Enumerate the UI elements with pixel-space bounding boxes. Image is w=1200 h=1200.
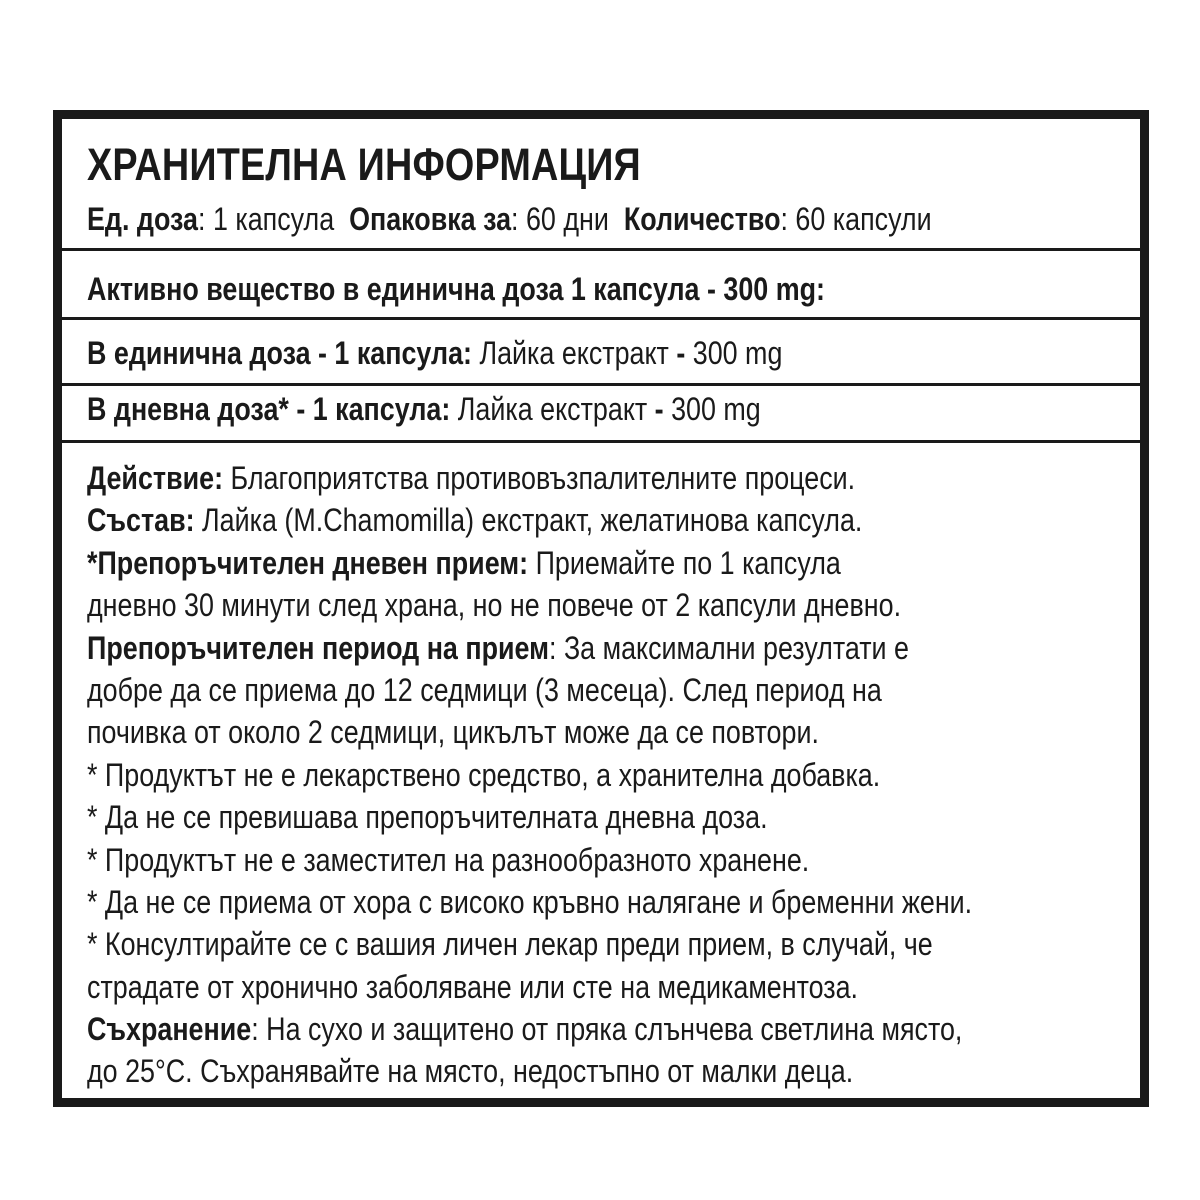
divider-1: [62, 248, 1140, 251]
daily-dose-amount: 300 mg: [671, 391, 761, 427]
label-title-text: ХРАНИТЕЛНА ИНФОРМАЦИЯ: [87, 139, 641, 190]
period-label: Препоръчителен период на прием: [87, 629, 550, 666]
daily-dose-dash: -: [647, 391, 672, 427]
daily-dose-label: В дневна доза* - 1 капсула:: [87, 391, 451, 427]
intake-text-1: Приемайте по 1 капсула: [528, 544, 841, 581]
intake-line-1: [87, 542, 1141, 584]
active-substance-row: [87, 269, 966, 309]
intake-text-2: дневно 30 минути след храна, но не повече от 2 капсули дневно.: [87, 587, 902, 624]
action-label: Действие:: [87, 460, 224, 496]
details-block: [87, 457, 1141, 1093]
intake-line-2: [87, 584, 1141, 626]
unit-dose-dash: -: [668, 335, 693, 371]
quantity-label: Количество: [623, 201, 781, 237]
storage-text-2: до 25°C. Съхранявайте на място, недостъпно от малки деца.: [87, 1053, 854, 1090]
note-3: * Продуктът не е заместител на разнообразното хранене.: [87, 841, 810, 878]
divider-2: [62, 317, 1140, 320]
note-line-2: [87, 796, 1141, 838]
composition-label: Състав:: [87, 502, 195, 539]
unit-dose-label: В единична доза - 1 капсула:: [87, 335, 472, 371]
divider-3: [62, 383, 1140, 386]
active-substance-text: Активно вещество в единична доза 1 капсула - 300 mg:: [87, 271, 825, 307]
note-line-3: [87, 839, 1141, 881]
action-line: [87, 457, 1141, 499]
unit-dose-row: [87, 333, 915, 373]
package-value: : 60 дни: [511, 201, 609, 237]
period-line-2: [87, 669, 1141, 711]
storage-text-1: : На сухо и защитено от пряка слънчева светлина място,: [251, 1011, 963, 1048]
storage-line-1: [87, 1008, 1141, 1050]
note-5-1: * Консултирайте се с вашия личен лекар преди прием, в случай, че: [87, 926, 933, 963]
intake-label: *Препоръчителен дневен прием:: [87, 544, 529, 581]
period-text-1: : За максимални резултати е: [549, 629, 909, 666]
period-line-1: [87, 627, 1141, 669]
nutrition-label: [53, 110, 1149, 1107]
daily-dose-row: [87, 389, 889, 429]
quantity-value: : 60 капсули: [780, 201, 932, 237]
unit-dose-amount: 300 mg: [692, 335, 783, 371]
action-text: Благоприятства противовъзпалителните процеси.: [223, 460, 856, 496]
label-title: [87, 139, 746, 191]
storage-line-2: [87, 1050, 1141, 1092]
period-line-3: [87, 711, 1141, 753]
unit-dose-ingredient: Лайка екстракт: [471, 335, 669, 371]
summary-row-text: [87, 199, 932, 239]
dose-value: : 1 капсула: [198, 201, 335, 237]
note-1: * Продуктът не е лекарствено средство, а хранителна добавка.: [87, 756, 881, 793]
package-label: Опаковка за: [349, 201, 512, 237]
divider-4: [62, 440, 1140, 443]
period-text-2: добре да се приема до 12 седмици (3 месеца). След период на: [87, 671, 882, 708]
summary-row: [87, 199, 1093, 239]
note-line-4: [87, 881, 1141, 923]
note-line-5a: [87, 923, 1141, 965]
note-4: * Да не се приема от хора с високо кръвно налягане и бременни жени.: [87, 883, 973, 920]
storage-label: Съхранение: [87, 1011, 252, 1048]
composition-text: Лайка (M.Chamomilla) екстракт, желатинова капсула.: [194, 502, 863, 539]
composition-line: [87, 499, 1141, 541]
note-2: * Да не се превишава препоръчителната дневна доза.: [87, 799, 768, 836]
note-5-2: страдате от хронично заболяване или сте на медикаментоза.: [87, 968, 859, 1005]
dose-label: Ед. доза: [87, 201, 199, 237]
note-line-5b: [87, 966, 1141, 1008]
period-text-3: почивка от около 2 седмици, цикълът може да се повтори.: [87, 714, 819, 751]
daily-dose-ingredient: Лайка екстракт: [450, 391, 648, 427]
note-line-1: [87, 754, 1141, 796]
